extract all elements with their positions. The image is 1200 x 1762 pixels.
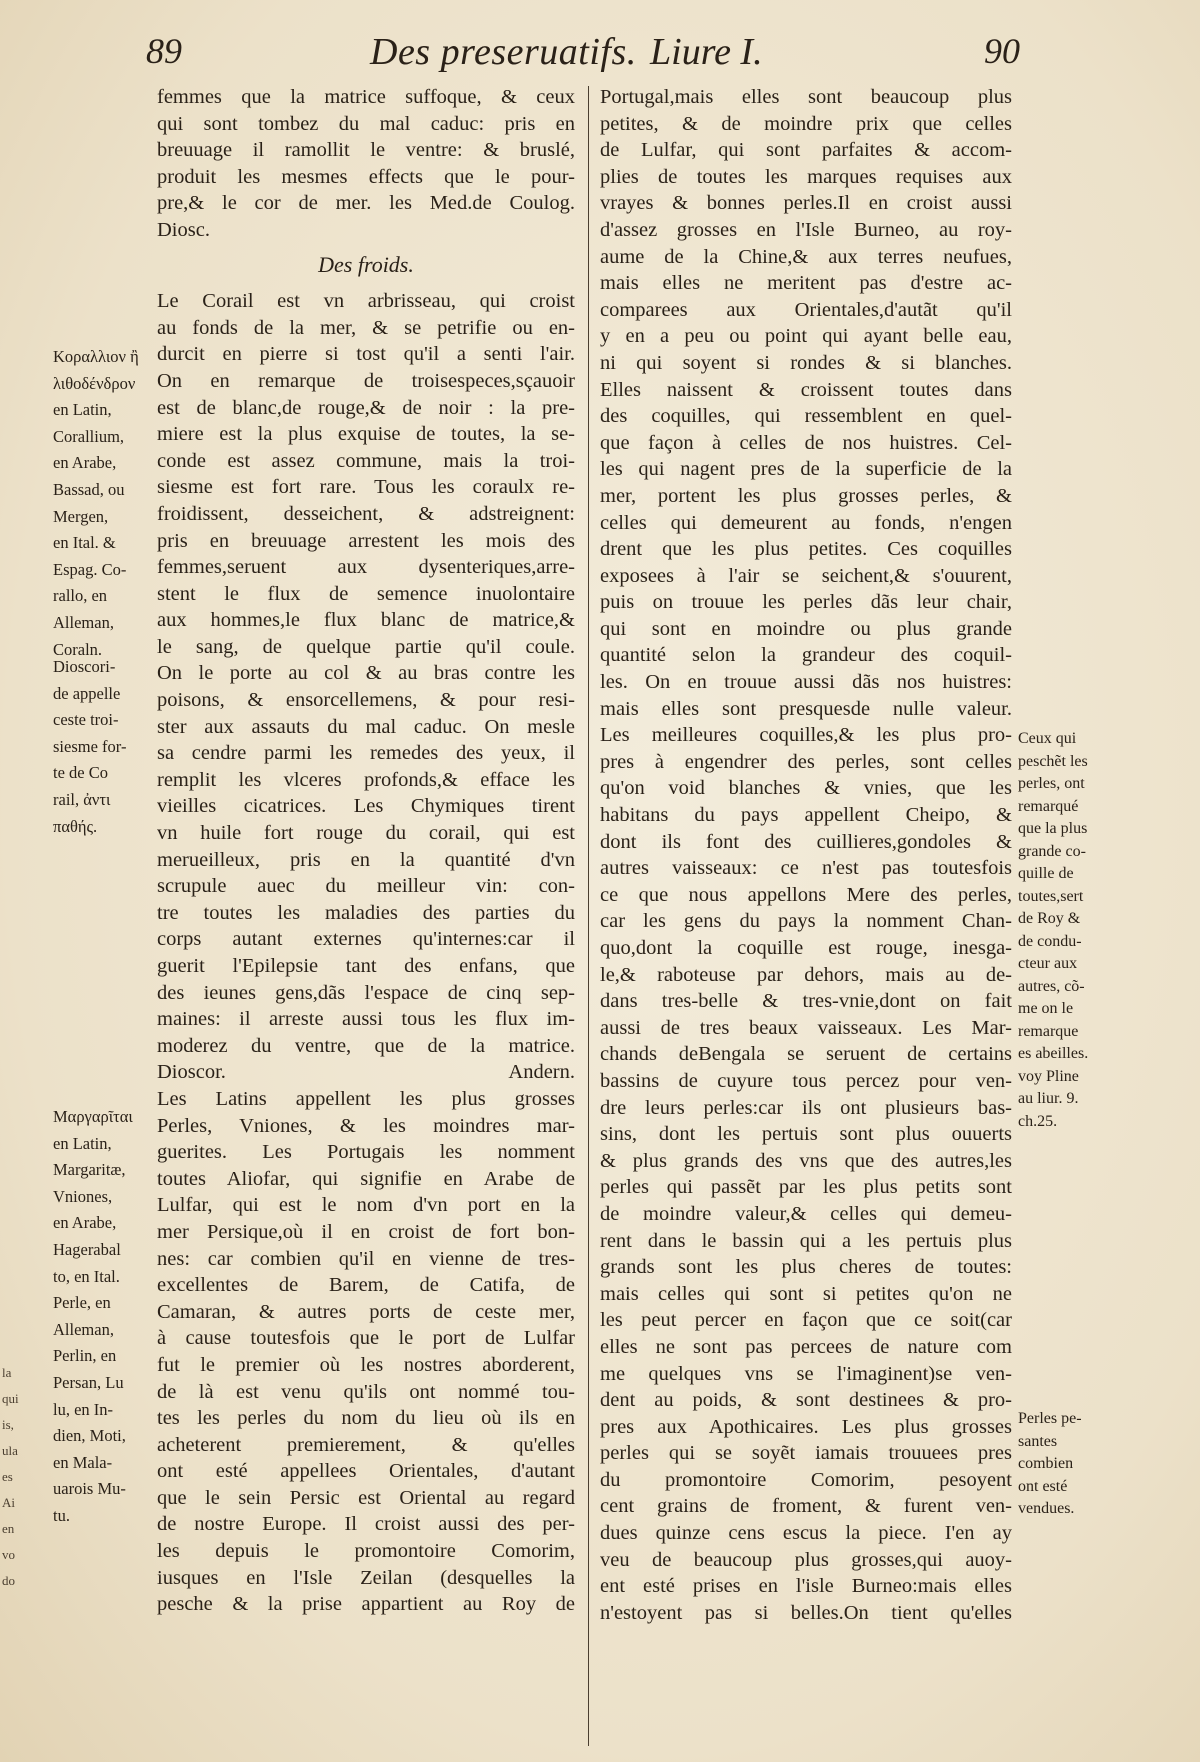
text-line: ce que nous appellons Mere des perles, (600, 883, 1012, 906)
page-number-right: 90 (984, 31, 1020, 71)
text-line: vn huile fort rouge du corail, qui est (157, 822, 575, 845)
text-line: poisons, & ensorcellemens, & pour resi- (157, 689, 575, 712)
text-line: vieilles cicatrices. Les Chymiques tirent (157, 795, 575, 818)
text-line: pres à engendrer des perles, sont celles (600, 750, 1012, 773)
text-line: que le sein Persic est Oriental au regard (157, 1486, 575, 1509)
margin-note-line: en Arabe, (53, 1213, 117, 1233)
text-line: n'estoyent pas si belles.On tient qu'elles (600, 1601, 1012, 1624)
margin-note-line: tu. (53, 1505, 70, 1525)
margin-note-line: siesme for- (53, 736, 127, 756)
text-line: excellentes de Barem, de Catifa, de (157, 1274, 575, 1297)
text-line: comparees aux Orientales,d'autãt qu'il (600, 298, 1012, 321)
text-line: qui sont tombez du mal caduc: pris en (157, 112, 575, 135)
text-line: guerites. Les Portugais les nomment (157, 1141, 575, 1164)
text-line: Dioscor. Andern. (157, 1061, 575, 1084)
text-line: toutes Aliofar, qui signifie en Arabe de (157, 1167, 575, 1190)
margin-note-line: combien (1018, 1455, 1074, 1472)
margin-note-line: de condu- (1018, 932, 1082, 950)
text-line: breuuage il ramollit le ventre: & bruslé, (157, 139, 575, 162)
edge-fragment: is, (2, 1417, 14, 1432)
margin-note-line: Coraln. (53, 639, 103, 659)
text-line: On en remarque de troisespeces,sçauoir (157, 369, 575, 392)
margin-note-line: que la plus (1018, 820, 1088, 837)
margin-note-line: ch.25. (1018, 1112, 1058, 1130)
text-line: guerit l'Epilepsie tant des enfans, que (157, 955, 575, 977)
text-line: nes: car combien qu'il en vienne de tres- (157, 1247, 575, 1270)
text-line: cent grains de froment, & furent ven- (600, 1495, 1012, 1518)
text-line: le,& raboteuse par dehors, mais au de- (600, 963, 1012, 986)
margin-note-line: de Roy & (1018, 910, 1081, 927)
margin-note-line: lu, en In- (53, 1399, 114, 1419)
book-label: Liure I. (650, 31, 763, 73)
text-line: les. On en trouue aussi dãs nos huistres: (600, 671, 1012, 694)
text-line: scrupule auec du meilleur vin: con- (157, 875, 575, 898)
text-line: ent esté prises en l'isle Burneo:mais elles (600, 1575, 1012, 1598)
margin-note-line: Mergen, (53, 506, 109, 526)
margin-note-line: te de Co (53, 763, 108, 783)
margin-note-line: ont esté (1018, 1477, 1068, 1495)
text-line: car les gens du pays la nomment Chan- (600, 910, 1012, 933)
margin-note-line: dien, Moti, (53, 1426, 126, 1446)
text-line: Lulfar, qui est le nom d'vn port en la (157, 1194, 575, 1217)
text-line: sa cendre parmi les remedes des yeux, il (157, 742, 575, 765)
margin-note-line: vendues. (1018, 1500, 1075, 1517)
text-line: vrayes & bonnes perles.Il en croist aussi (600, 192, 1012, 215)
text-line: siesme est fort rare. Tous les coraulx re- (157, 476, 575, 499)
text-line: Perles, Vniones, & les moindres mar- (157, 1114, 575, 1137)
margin-note-line: toutes,sert (1018, 887, 1084, 905)
section-heading: Des froids. (318, 251, 414, 277)
text-line: Le Corail est vn arbrisseau, qui croist (157, 290, 575, 313)
text-line: aux hommes,le flux blanc de matrice,& (157, 609, 575, 632)
edge-fragment: en (2, 1521, 15, 1536)
left-column-body (157, 288, 575, 1618)
margin-note-line: remarqué (1018, 797, 1079, 815)
margin-note-line: παθής. (53, 816, 98, 836)
text-line: des coquilles, qui ressemblent en quel- (600, 405, 1012, 428)
margin-note-line: au liur. 9. (1018, 1090, 1079, 1107)
edge-fragment: do (2, 1573, 15, 1588)
margin-note-line: Κοραλλιον ἢ (53, 347, 139, 366)
column-divider (588, 86, 589, 1746)
margin-note-line: en Mala- (53, 1452, 113, 1472)
margin-note-line: en Latin, (53, 1133, 112, 1153)
text-line: bassins de cuyure tous percez pour ven- (600, 1069, 1012, 1092)
margin-note-line: es abeilles. (1018, 1045, 1089, 1062)
text-line: merueilleux, pris en la quantité d'vn (157, 848, 575, 871)
margin-note-line: de appelle (53, 683, 121, 703)
text-line: Elles naissent & croissent toutes dans (600, 378, 1012, 401)
text-line: femmes,seruent aux dysenteriques,arre- (157, 556, 575, 579)
margin-note-pearl-fishers (1018, 728, 1128, 1133)
margin-note-line: autres, cõ- (1018, 977, 1085, 995)
text-line: puis on trouue les perles dãs leur chair, (600, 591, 1012, 614)
text-line: tes les perles du nom du lieu où ils en (157, 1407, 575, 1430)
text-line: perles qui passẽt par les plus petits sont (600, 1176, 1012, 1199)
margin-note-line: rallo, en (53, 586, 108, 606)
text-line: de Lulfar, qui sont parfaites & accom- (600, 139, 1012, 162)
right-column-body (600, 84, 1012, 1626)
text-line: femmes que la matrice suffoque, & ceux (157, 86, 575, 108)
text-line: ni qui soyent si rondes & si blanches. (600, 351, 1012, 374)
text-line: plies de toutes les marques requises aux (600, 165, 1012, 188)
text-line: perles qui se soyẽt iamais trouuees pres (600, 1442, 1012, 1465)
text-line: les qui nagent pres de la superficie de la (600, 458, 1012, 481)
margin-note-line: Persan, Lu (53, 1372, 124, 1392)
text-line: froidissent, desseichent, & adstreignent: (157, 502, 575, 525)
margin-note-line: remarque (1018, 1022, 1079, 1040)
margin-note-line: Margaritæ, (53, 1160, 126, 1180)
text-line: du promontoire Comorim, pesoyent (600, 1468, 1012, 1491)
margin-note-line: Ceux qui (1018, 730, 1077, 747)
margin-note-line: en Latin, (53, 400, 112, 420)
text-line: quantité selon la grandeur des coquil- (600, 644, 1012, 667)
edge-fragment: Ai (2, 1495, 15, 1510)
text-line: maines: il arreste aussi tous les flux im- (157, 1008, 575, 1031)
margin-note-line: en Arabe, (53, 453, 117, 473)
text-line: dre leurs perles:car ils ont plusieurs bas- (600, 1096, 1012, 1119)
text-line: On le porte au col & au bras contre les (157, 662, 575, 685)
text-line: à cause toutesfois que le port de Lulfar (157, 1327, 575, 1350)
margin-note-line: peschẽt les (1018, 752, 1088, 770)
text-line: me quelques vns se l'imaginent)se ven- (600, 1362, 1012, 1385)
text-line: Les meilleures coquilles,& les plus pro- (600, 724, 1012, 747)
margin-note-line: grande co- (1018, 842, 1086, 860)
text-line: petites, & de moindre prix que celles (600, 112, 1012, 135)
margin-note-line: Perles pe- (1018, 1410, 1082, 1427)
text-line: dues quinze cens escus la piece. I'en ay (600, 1522, 1012, 1545)
margin-note-line: quille de (1018, 865, 1074, 882)
left-column (157, 84, 575, 1618)
margin-note-line: Espag. Co- (53, 559, 127, 579)
text-line: acheterent premierement, & qu'elles (157, 1433, 575, 1456)
margin-note-line: Perle, en (53, 1293, 111, 1313)
margin-note-line: Bassad, ou (53, 479, 125, 499)
text-line: mais elles sont presquesde nulle valeur. (600, 697, 1012, 720)
margin-note-line: cteur aux (1018, 955, 1078, 972)
text-line: drent que les plus petites. Ces coquilles (600, 538, 1012, 561)
text-line: mer, portent les plus grosses perles, & (600, 484, 1012, 507)
edge-fragment: vo (2, 1547, 15, 1562)
text-line: de moindre valeur,& celles qui demeu- (600, 1202, 1012, 1225)
margin-note-coral-names (53, 344, 155, 663)
text-line: rent dans le bassin qui a les pertuis plus (600, 1229, 1012, 1252)
margin-note-dioscorides (53, 654, 155, 840)
text-line: corps autant externes qu'internes:car il (157, 928, 575, 951)
text-line: & plus grands des vns que des autres,les (600, 1149, 1012, 1172)
margin-note-line: Corallium, (53, 426, 125, 446)
left-column-intro (157, 84, 575, 244)
margin-note-line: Dioscori- (53, 657, 116, 676)
text-line: stent le flux de semence inuolontaire (157, 582, 575, 605)
text-line: produit les mesmes effects que le pour- (157, 165, 575, 188)
margin-note-line: santes (1018, 1432, 1058, 1450)
text-line: Diosc. (157, 218, 210, 241)
margin-note-heavy-pearls (1018, 1408, 1128, 1521)
margin-note-line: Vniones, (53, 1186, 113, 1206)
text-line: iusques en l'Isle Zeilan (desquelles la (157, 1566, 575, 1589)
text-line: aume de la Chine,& aux terres neufues, (600, 245, 1012, 268)
margin-note-line: en Ital. & (53, 533, 116, 553)
text-line: habitans du pays appellent Cheipo, & (600, 804, 1012, 827)
margin-note-pearl-names (53, 1104, 155, 1530)
text-line: tre toutes les maladies des parties du (157, 901, 575, 924)
text-line: fut le premier où les nostres aborderent, (157, 1353, 575, 1376)
text-line: chands deBengala se seruent de certains (600, 1043, 1012, 1066)
text-line: celles qui demeurent au fonds, n'engen (600, 511, 1012, 534)
text-line: des ieunes gens,dãs l'espace de cinq sep- (157, 981, 575, 1004)
text-line: ont esté appellees Orientales, d'autant (157, 1460, 575, 1483)
text-line: dent au poids, & sont destinees & pro- (600, 1389, 1012, 1412)
text-line: Camaran, & autres ports de ceste mer, (157, 1300, 575, 1323)
text-line: d'assez grosses en l'Isle Burneo, au roy- (600, 218, 1012, 241)
text-line: les peut percer en façon que ce soit(car (600, 1309, 1012, 1332)
running-title: Des preseruatifs. (370, 31, 637, 73)
text-line: pres aux Apothicaires. Les plus grosses (600, 1415, 1012, 1438)
text-line: Les Latins appellent les plus grosses (157, 1087, 575, 1110)
text-line: mer Persique,où il en croist de fort bon- (157, 1220, 575, 1243)
text-line: grands sont les plus cheres de toutes: (600, 1256, 1012, 1279)
facing-page-edge-fragments (2, 1360, 19, 1594)
margin-note-line: rail, ἀντι (53, 789, 111, 809)
margin-note-line: Alleman, (53, 1319, 114, 1339)
text-line: Portugal,mais elles sont beaucoup plus (600, 86, 1012, 108)
text-line: les depuis le promontoire Comorim, (157, 1540, 575, 1563)
edge-fragment: es (2, 1469, 13, 1484)
text-line: dans tres-belle & tres-vnie,dont on fait (600, 990, 1012, 1013)
margin-note-line: Hagerabal (53, 1239, 121, 1259)
edge-fragment: la (2, 1365, 12, 1380)
text-line: de là est venu qu'ils ont nommé tou- (157, 1380, 575, 1403)
text-line: ster aux assauts du mal caduc. On mesle (157, 715, 575, 738)
margin-note-line: perles, ont (1018, 775, 1085, 792)
text-line: miere est la plus exquise de toutes, la se- (157, 423, 575, 446)
text-line: pris en breuuage arrestent les mois des (157, 529, 575, 552)
right-column (600, 84, 1012, 1626)
text-line: pesche & la prise appartient au Roy de (157, 1593, 575, 1616)
margin-note-line: me on le (1018, 1000, 1074, 1017)
text-line: dont ils font des cuillieres,gondoles & (600, 830, 1012, 853)
running-header (140, 30, 1020, 80)
text-line: au fonds de la mer, & se petrifie ou en- (157, 316, 575, 339)
text-line: qu'on void blanches & vnies, que les (600, 777, 1012, 800)
edge-fragment: qui (2, 1391, 19, 1406)
text-line: pre,& le cor de mer. les Med.de Coulog. (157, 192, 575, 215)
text-line: sins, dont les pertuis sont plus ouuerts (600, 1123, 1012, 1146)
margin-note-line: Alleman, (53, 612, 114, 632)
margin-note-line: uarois Mu- (53, 1479, 126, 1499)
text-line: conde est assez commune, mais la troi- (157, 449, 575, 472)
margin-note-line: Μαργαρῖται (53, 1107, 133, 1126)
text-line: elles ne sont pas percees de nature com (600, 1335, 1012, 1358)
text-line: que façon à celles de nos huistres. Cel- (600, 431, 1012, 454)
text-line: aussi de tres beaux vaisseaux. Les Mar- (600, 1016, 1012, 1039)
margin-note-line: Perlin, en (53, 1346, 117, 1366)
text-line: de nostre Europe. Il croist aussi des per- (157, 1513, 575, 1536)
text-line: mais celles qui sont si petites qu'on ne (600, 1282, 1012, 1305)
margin-note-line: λιθοδένδρον (53, 373, 136, 393)
text-line: durcit en pierre si tost qu'il a senti l'air. (157, 343, 575, 366)
text-line: quo,dont la coquille est rouge, inesga- (600, 937, 1012, 959)
page-number-left: 89 (146, 31, 182, 71)
text-line: moderez du ventre, que de la matrice. (157, 1034, 575, 1057)
margin-note-line: ceste troi- (53, 710, 119, 730)
text-line: remplit les vlceres profonds,& efface les (157, 768, 575, 791)
text-line: mais elles ne meritent pas d'estre ac- (600, 272, 1012, 295)
text-line: y en a peu ou point qui ayant belle eau, (600, 325, 1012, 348)
margin-note-line: to, en Ital. (53, 1266, 120, 1286)
text-line: autres vaisseaux: ce n'est pas toutesfois (600, 857, 1012, 880)
edge-fragment: ula (2, 1443, 18, 1458)
text-line: qui sont en moindre ou plus grande (600, 617, 1012, 640)
text-line: le sang, de quelque partie qu'il coule. (157, 635, 575, 658)
text-line: veu de beaucoup plus grosses,qui auoy- (600, 1548, 1012, 1571)
text-line: exposees à l'air se seichent,& s'ouurent, (600, 564, 1012, 587)
margin-note-line: voy Pline (1018, 1067, 1079, 1085)
text-line: est de blanc,de rouge,& de noir : la pre- (157, 396, 575, 419)
